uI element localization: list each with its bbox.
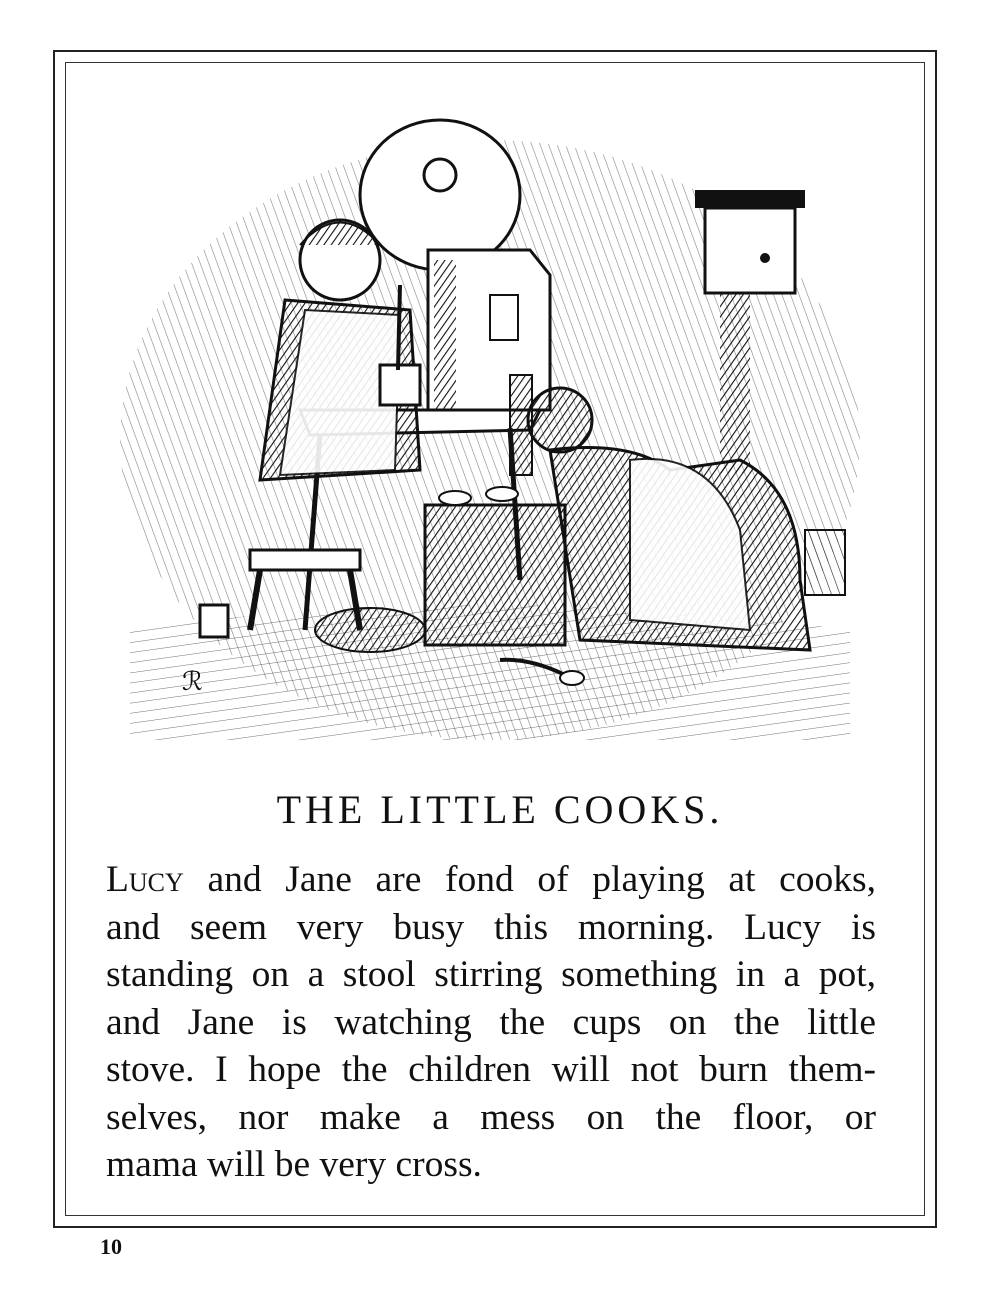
- pot: [380, 365, 420, 405]
- illustration-engraving: [110, 110, 870, 750]
- page-number: 10: [100, 1234, 122, 1259]
- doll: [315, 608, 425, 652]
- cabinet-drawer: [705, 208, 795, 293]
- clock-board: [360, 120, 520, 270]
- floor-cup: [200, 605, 228, 637]
- story-line-6: selves, nor make a mess on the floor, or: [106, 1096, 876, 1138]
- story-line-4: and Jane is watching the cups on the little: [106, 1001, 876, 1043]
- illustration-svg: [110, 110, 870, 750]
- page-title: THE LITTLE COOKS.: [276, 787, 724, 832]
- cabinet-leg: [720, 293, 750, 473]
- jane-head: [528, 388, 592, 452]
- story-line-5: stove. I hope the children will not burn them-: [106, 1049, 876, 1090]
- story-line-1: Lucy and Jane are fond of playing at cooks,: [106, 859, 876, 900]
- story-line-3: standing on a stool stirring something in a pot,: [106, 954, 876, 995]
- artist-monogram: ℛ: [182, 667, 203, 696]
- story-line-2: and seem very busy this morning. Lucy is: [106, 906, 876, 948]
- story-text: [106, 856, 876, 1189]
- drawer-knob: [760, 253, 770, 263]
- cabinet-top: [695, 190, 805, 208]
- story-line-7: mama will be very cross.: [106, 1144, 482, 1185]
- small-stove: [425, 505, 565, 645]
- stool: [250, 550, 360, 570]
- lead-word: Lucy: [106, 859, 184, 900]
- basket: [805, 530, 845, 595]
- clock: [424, 159, 456, 191]
